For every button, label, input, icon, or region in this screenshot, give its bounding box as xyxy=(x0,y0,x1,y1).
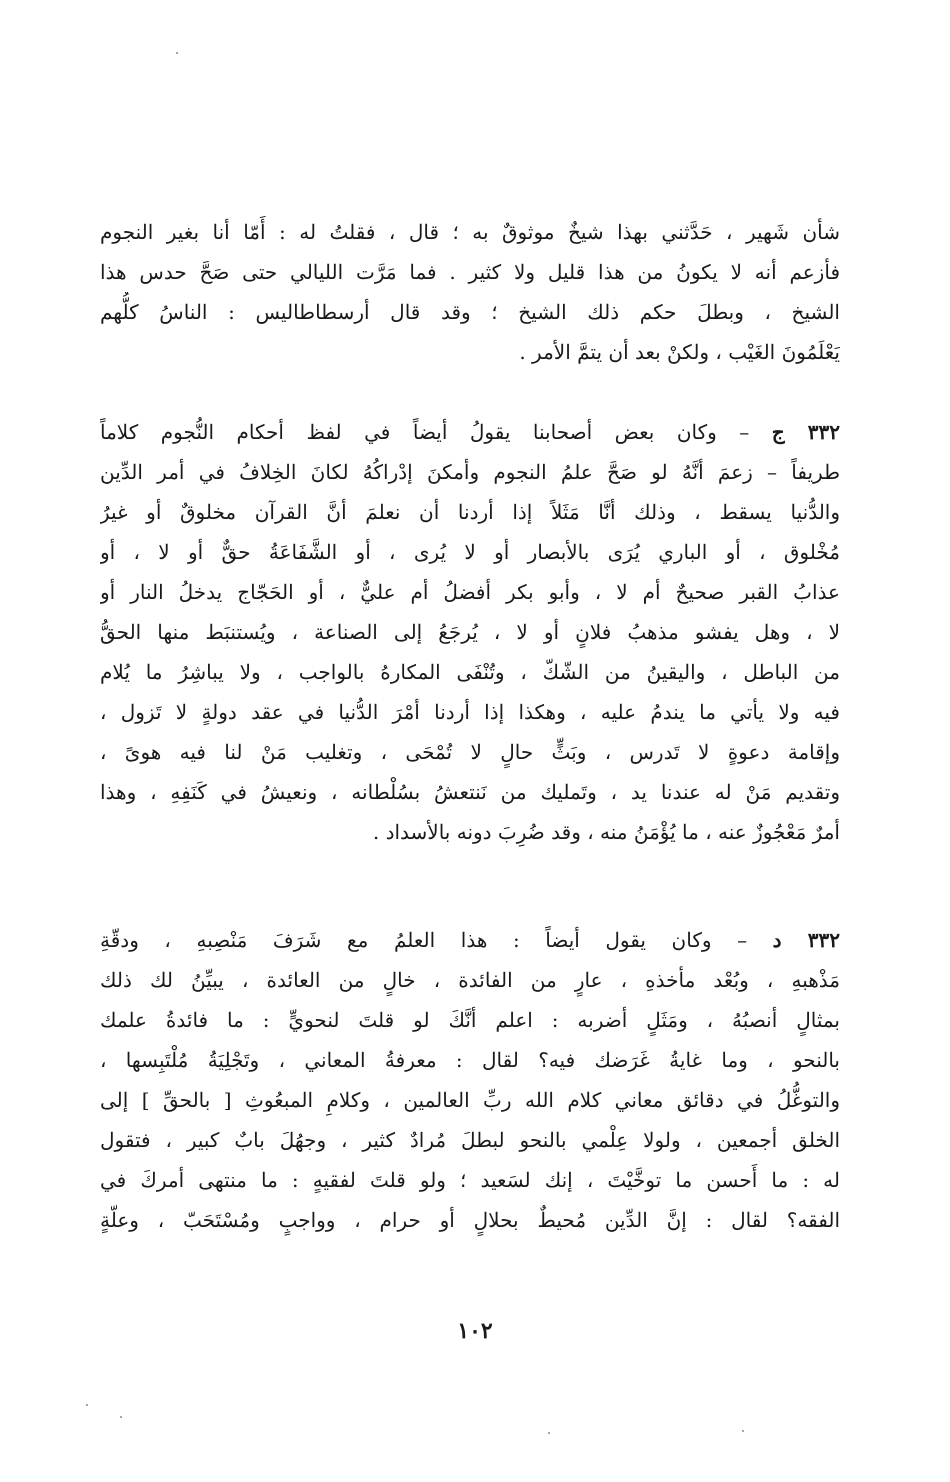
page-number: ١٠٢ xyxy=(457,1318,493,1344)
text-line: عذابُ القبر صحيحٌ أم لا ، وأبو بكر أفضلُ أم عليٌّ ، أو الحَجّاج يدخلُ النار أو xyxy=(100,580,840,604)
text-line: – وكان بعض أصحابنا يقولُ أيضاً في لفظ أحكام النُّجوم كلاماً xyxy=(100,420,772,444)
scan-speck xyxy=(86,1404,88,1406)
scan-speck xyxy=(176,52,178,54)
text-line: من الباطل ، واليقينُ من الشّكّ ، وتُنْفَى المكارهُ بالواجب ، ولا يباشِرُ ما يُلام xyxy=(100,660,840,684)
scan-speck xyxy=(742,1430,744,1432)
text-line: فأزعم أنه لا يكونُ من هذا قليل ولا كثير . فما مَرَّت الليالي حتى صَحَّ حدس هذا xyxy=(100,260,840,284)
paragraph-2 xyxy=(100,412,840,852)
text-line: الخلق أجمعين ، ولولا عِلْمي بالنحو لبطلَ مُرادٌ كثير ، وجهُلَ بابٌ كبير ، فتقول xyxy=(100,1128,840,1152)
paragraph-3 xyxy=(100,920,840,1240)
text-line-first xyxy=(100,412,840,452)
text-line: شأن شَهير ، حَدَّثني بهذا شيخٌ موثوقٌ به ؛ قال ، فقلتُ له : أَمّا أنا بغير النجوم xyxy=(100,220,840,244)
text-line: بمثالٍ أنصبُهُ ، ومَثَلٍ أضربه : اعلم أنَّكَ لو قلتَ لنحويٍّ : ما فائدةُ علمك xyxy=(100,1008,840,1032)
paragraph-1 xyxy=(100,212,840,372)
scan-speck xyxy=(120,1416,122,1418)
text-line: يَعْلَمُونَ الغَيْب ، ولكنْ بعد أن يتمَّ الأمر . xyxy=(519,340,840,364)
text-line: وتقديم مَنْ له عندنا يد ، وتَمليك من نَنتعشُ بسُلْطانه ، ونعيشُ في كَنَفِهِ ، وهذا xyxy=(100,780,840,804)
text-line-first xyxy=(100,920,840,960)
text-line: بالنحو ، وما غايةُ غَرَضك فيه؟ لقال : معرفةُ المعاني ، وتَجْلِيَةُ مُلْتَبِسها ، xyxy=(100,1048,840,1072)
text-line: أمرٌ مَعْجُوزٌ عنه ، ما يُؤْمَنُ منه ، وقد ضُرِبَ دونه بالأسداد . xyxy=(372,820,840,844)
text-line: له : ما أَحسن ما توخَّيْتَ ، إنك لسَعيد ؛ ولو قلتَ لفقيهٍ : ما منتهى أمركَ في xyxy=(100,1168,840,1192)
text-line: لا ، وهل يفشو مذهبُ فلانٍ أو لا ، يُرجَعُ إلى الصناعة ، ويُستنبَط منها الحقُّ xyxy=(100,620,840,644)
text-line: والدُّنيا يسقط ، وذلك أنَّا مَثَلاً إذا أردنا أن نعلمَ أنَّ القرآن مخلوقٌ أو غيرُ xyxy=(100,500,840,524)
scan-speck xyxy=(548,1432,550,1434)
text-line: الشيخ ، وبطلَ حكم ذلك الشيخ ؛ وقد قال أرسطاطاليس : الناسُ كلُّهم xyxy=(100,300,840,324)
text-line: مَذْهبهِ ، وبُعْد مأخذهِ ، عارٍ من الفائدة ، خالٍ من العائدة ، يبيِّنُ لك ذلك xyxy=(100,968,840,992)
text-line: مُخْلوق ، أو الباري يُرَى بالأبصار أو لا يُرى ، أو الشَّفَاعَةُ حقٌّ أو لا ، أو xyxy=(100,540,840,564)
text-line: فيه ولا يأتي ما يندمُ عليه ، وهكذا إذا أردنا أمْرَ الدُّنيا في عقد دولةٍ لا تَزول ، xyxy=(100,700,840,724)
text-line: والتوغُّلُ في دقائق معاني كلام الله ربِّ العالمين ، وكلامِ المبعُوثِ [ بالحقِّ ] إلى xyxy=(100,1088,840,1112)
text-line: وإقامة دعوةٍ لا تَدرس ، وبَثٍّ حالٍ لا تُمْحَى ، وتغليب مَنْ لنا فيه هوىً ، xyxy=(100,740,840,764)
section-number: ٣٣٢ د xyxy=(772,928,840,952)
text-line: الفقه؟ لقال : إنَّ الدِّين مُحيطٌ بحلالٍ أو حرام ، وواجبٍ ومُسْتَحَبّ ، وعلّةٍ xyxy=(100,1208,840,1232)
section-number: ٣٣٢ ج xyxy=(771,420,840,444)
text-line: طريفاً – زعمَ أنَّهُ لو صَحَّ علمُ النجوم وأمكنَ إدْراكُهُ لكانَ الخِلافُ في أمر الدِّين xyxy=(100,460,840,484)
text-line: – وكان يقول أيضاً : هذا العلمُ مع شَرَفَ مَنْصِبهِ ، ودقّةِ xyxy=(100,928,773,952)
